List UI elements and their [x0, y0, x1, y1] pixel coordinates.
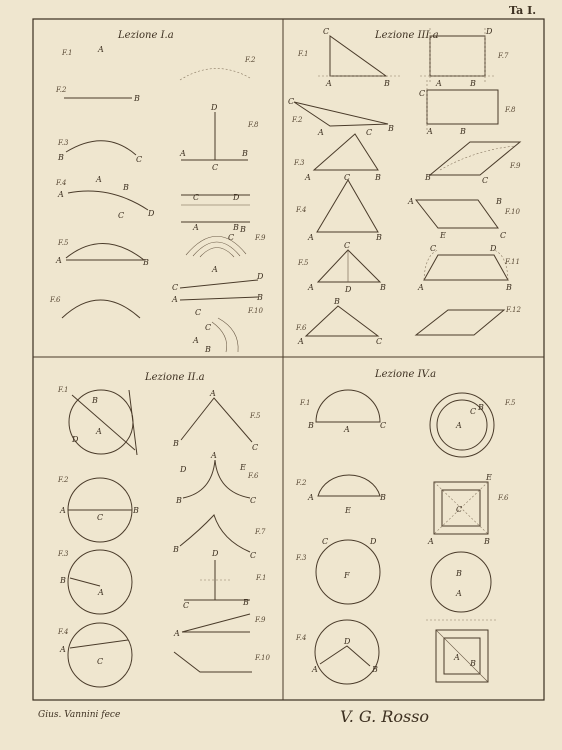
fig-label: F.3 — [58, 139, 69, 147]
point-label: A — [305, 173, 311, 182]
point-label: C — [183, 601, 190, 610]
fig-label: F.7 — [255, 528, 266, 536]
point-label: A — [308, 493, 314, 502]
fig-label: F.7 — [498, 52, 509, 60]
fig-label: F.3 — [58, 550, 69, 558]
point-label: B — [308, 421, 314, 430]
fig-label: F.1 — [256, 574, 267, 582]
point-label: A — [98, 45, 104, 54]
point-label: D — [148, 209, 155, 218]
fig-label: F.6 — [50, 296, 61, 304]
point-label: A — [58, 190, 64, 199]
section-title-lezione-4: Lezione IV.a — [375, 369, 437, 380]
fig-label: F.1 — [300, 399, 311, 407]
fig-label: F.10 — [248, 307, 263, 315]
point-label: B — [240, 225, 246, 234]
point-label: D — [370, 537, 377, 546]
fig-label: F.9 — [510, 162, 521, 170]
fig-label: F.4 — [296, 634, 307, 642]
fig-label: F.3 — [296, 554, 307, 562]
point-label: A — [60, 506, 66, 515]
signature-right: V. G. Rosso — [340, 707, 430, 726]
fig-label: F.4 — [58, 628, 69, 636]
point-label: A — [326, 79, 332, 88]
point-label: C — [380, 421, 387, 430]
point-label: B — [470, 79, 476, 88]
point-label: A — [98, 588, 104, 597]
point-label: C — [470, 407, 477, 416]
fig-label: F.1 — [62, 49, 73, 57]
point-label: E — [486, 473, 492, 482]
point-label: C — [136, 155, 143, 164]
fig-label: F.8 — [505, 106, 516, 114]
point-label: B — [372, 665, 378, 674]
point-label: B — [384, 79, 390, 88]
point-label: B — [496, 197, 502, 206]
fig-label: F.1 — [58, 386, 69, 394]
point-label: C — [97, 657, 104, 666]
point-label: A — [456, 421, 462, 430]
point-label: C — [195, 308, 202, 317]
fig-label: F.6 — [498, 494, 509, 502]
fig-label: F.2 — [296, 479, 307, 487]
point-label: A — [454, 653, 460, 662]
fig-label: F.10 — [255, 654, 270, 662]
fig-label: F.8 — [248, 121, 259, 129]
point-label: C — [430, 244, 437, 253]
fig-label: F.6 — [248, 472, 259, 480]
point-label: B — [133, 506, 139, 515]
point-label: A — [210, 389, 216, 398]
point-label: D — [72, 435, 79, 444]
fig-label: F.6 — [296, 324, 307, 332]
point-label: C — [482, 176, 489, 185]
point-label: F — [344, 571, 350, 580]
point-label: A — [96, 175, 102, 184]
point-label: B — [242, 149, 248, 158]
point-label: A — [60, 645, 66, 654]
fig-label: F.2 — [245, 56, 256, 64]
point-label: B — [176, 496, 182, 505]
point-label: D — [490, 244, 497, 253]
fig-label: F.5 — [505, 399, 516, 407]
point-label: B — [460, 127, 466, 136]
point-label: C — [228, 233, 235, 242]
point-label: A — [211, 451, 217, 460]
point-label: D — [211, 103, 218, 112]
point-label: A — [427, 127, 433, 136]
point-label: A — [308, 283, 314, 292]
point-label: B — [470, 659, 476, 668]
point-label: C — [344, 241, 351, 250]
point-label: C — [250, 551, 257, 560]
point-label: D — [212, 549, 219, 558]
point-label: C — [376, 337, 383, 346]
point-label: B — [60, 576, 66, 585]
point-label: B — [173, 439, 179, 448]
point-label: C — [500, 231, 507, 240]
point-label: B — [92, 396, 98, 405]
point-label: B — [380, 493, 386, 502]
fig-label: F.2 — [292, 116, 303, 124]
fig-label: F.1 — [298, 50, 309, 58]
point-label: B — [143, 258, 149, 267]
plate-number: Ta I. — [509, 4, 537, 17]
point-label: C — [288, 97, 295, 106]
point-label: B — [388, 124, 394, 133]
point-label: C — [205, 323, 212, 332]
point-label: C — [212, 163, 219, 172]
fig-label: F.2 — [56, 86, 67, 94]
point-label: B — [205, 345, 211, 354]
point-label: A — [96, 427, 102, 436]
fig-label: F.10 — [505, 208, 520, 216]
fig-label: F.5 — [250, 412, 261, 420]
point-label: A — [193, 223, 199, 232]
point-label: C — [250, 496, 257, 505]
fig-label: F.2 — [58, 476, 69, 484]
fig-label: F.4 — [296, 206, 307, 214]
point-label: C — [118, 211, 125, 220]
point-label: A — [174, 629, 180, 638]
point-label: A — [408, 197, 414, 206]
point-label: A — [193, 336, 199, 345]
section-title-lezione-1: Lezione I.a — [118, 30, 174, 41]
point-label: D — [233, 193, 240, 202]
point-label: D — [257, 272, 264, 281]
point-label: B — [123, 183, 129, 192]
point-label: B — [376, 233, 382, 242]
fig-label: F.4 — [56, 179, 67, 187]
point-label: C — [172, 283, 179, 292]
point-label: B — [506, 283, 512, 292]
point-label: B — [233, 223, 239, 232]
fig-label: F.5 — [58, 239, 69, 247]
point-label: A — [212, 265, 218, 274]
fig-label: F.9 — [255, 234, 266, 242]
point-label: A — [298, 337, 304, 346]
section-title-lezione-2: Lezione II.a — [145, 372, 205, 383]
point-label: D — [180, 465, 187, 474]
point-label: B — [58, 153, 64, 162]
point-label: B — [478, 403, 484, 412]
point-label: B — [243, 598, 249, 607]
point-label: A — [344, 425, 350, 434]
point-label: A — [428, 537, 434, 546]
point-label: B — [375, 173, 381, 182]
point-label: A — [318, 128, 324, 137]
point-label: D — [345, 285, 352, 294]
point-label: A — [456, 589, 462, 598]
point-label: C — [322, 537, 329, 546]
point-label: A — [312, 665, 318, 674]
point-label: A — [308, 233, 314, 242]
point-label: C — [344, 173, 351, 182]
point-label: A — [180, 149, 186, 158]
fig-label: F.3 — [294, 159, 305, 167]
point-label: E — [345, 506, 351, 515]
section-title-lezione-3: Lezione III.a — [375, 30, 439, 41]
point-label: E — [440, 231, 446, 240]
fig-label: F.12 — [506, 306, 521, 314]
point-label: C — [456, 505, 463, 514]
point-label: A — [56, 256, 62, 265]
point-label: C — [323, 27, 330, 36]
point-label: B — [173, 545, 179, 554]
point-label: C — [419, 89, 426, 98]
fig-label: F.11 — [505, 258, 520, 266]
point-label: C — [366, 128, 373, 137]
fig-label: F.9 — [255, 616, 266, 624]
point-label: C — [97, 513, 104, 522]
point-label: B — [380, 283, 386, 292]
point-label: C — [252, 443, 259, 452]
point-label: E — [240, 463, 246, 472]
point-label: D — [344, 637, 351, 646]
signature-left: Gius. Vannini fece — [38, 710, 121, 720]
point-label: B — [257, 293, 263, 302]
point-label: D — [486, 27, 493, 36]
point-label: B — [484, 537, 490, 546]
point-label: A — [418, 283, 424, 292]
point-label: C — [193, 193, 200, 202]
fig-label: F.5 — [298, 259, 309, 267]
point-label: A — [436, 79, 442, 88]
point-label: A — [172, 295, 178, 304]
point-label: B — [425, 173, 431, 182]
point-label: B — [456, 569, 462, 578]
point-label: B — [134, 94, 140, 103]
point-label: B — [334, 297, 340, 306]
